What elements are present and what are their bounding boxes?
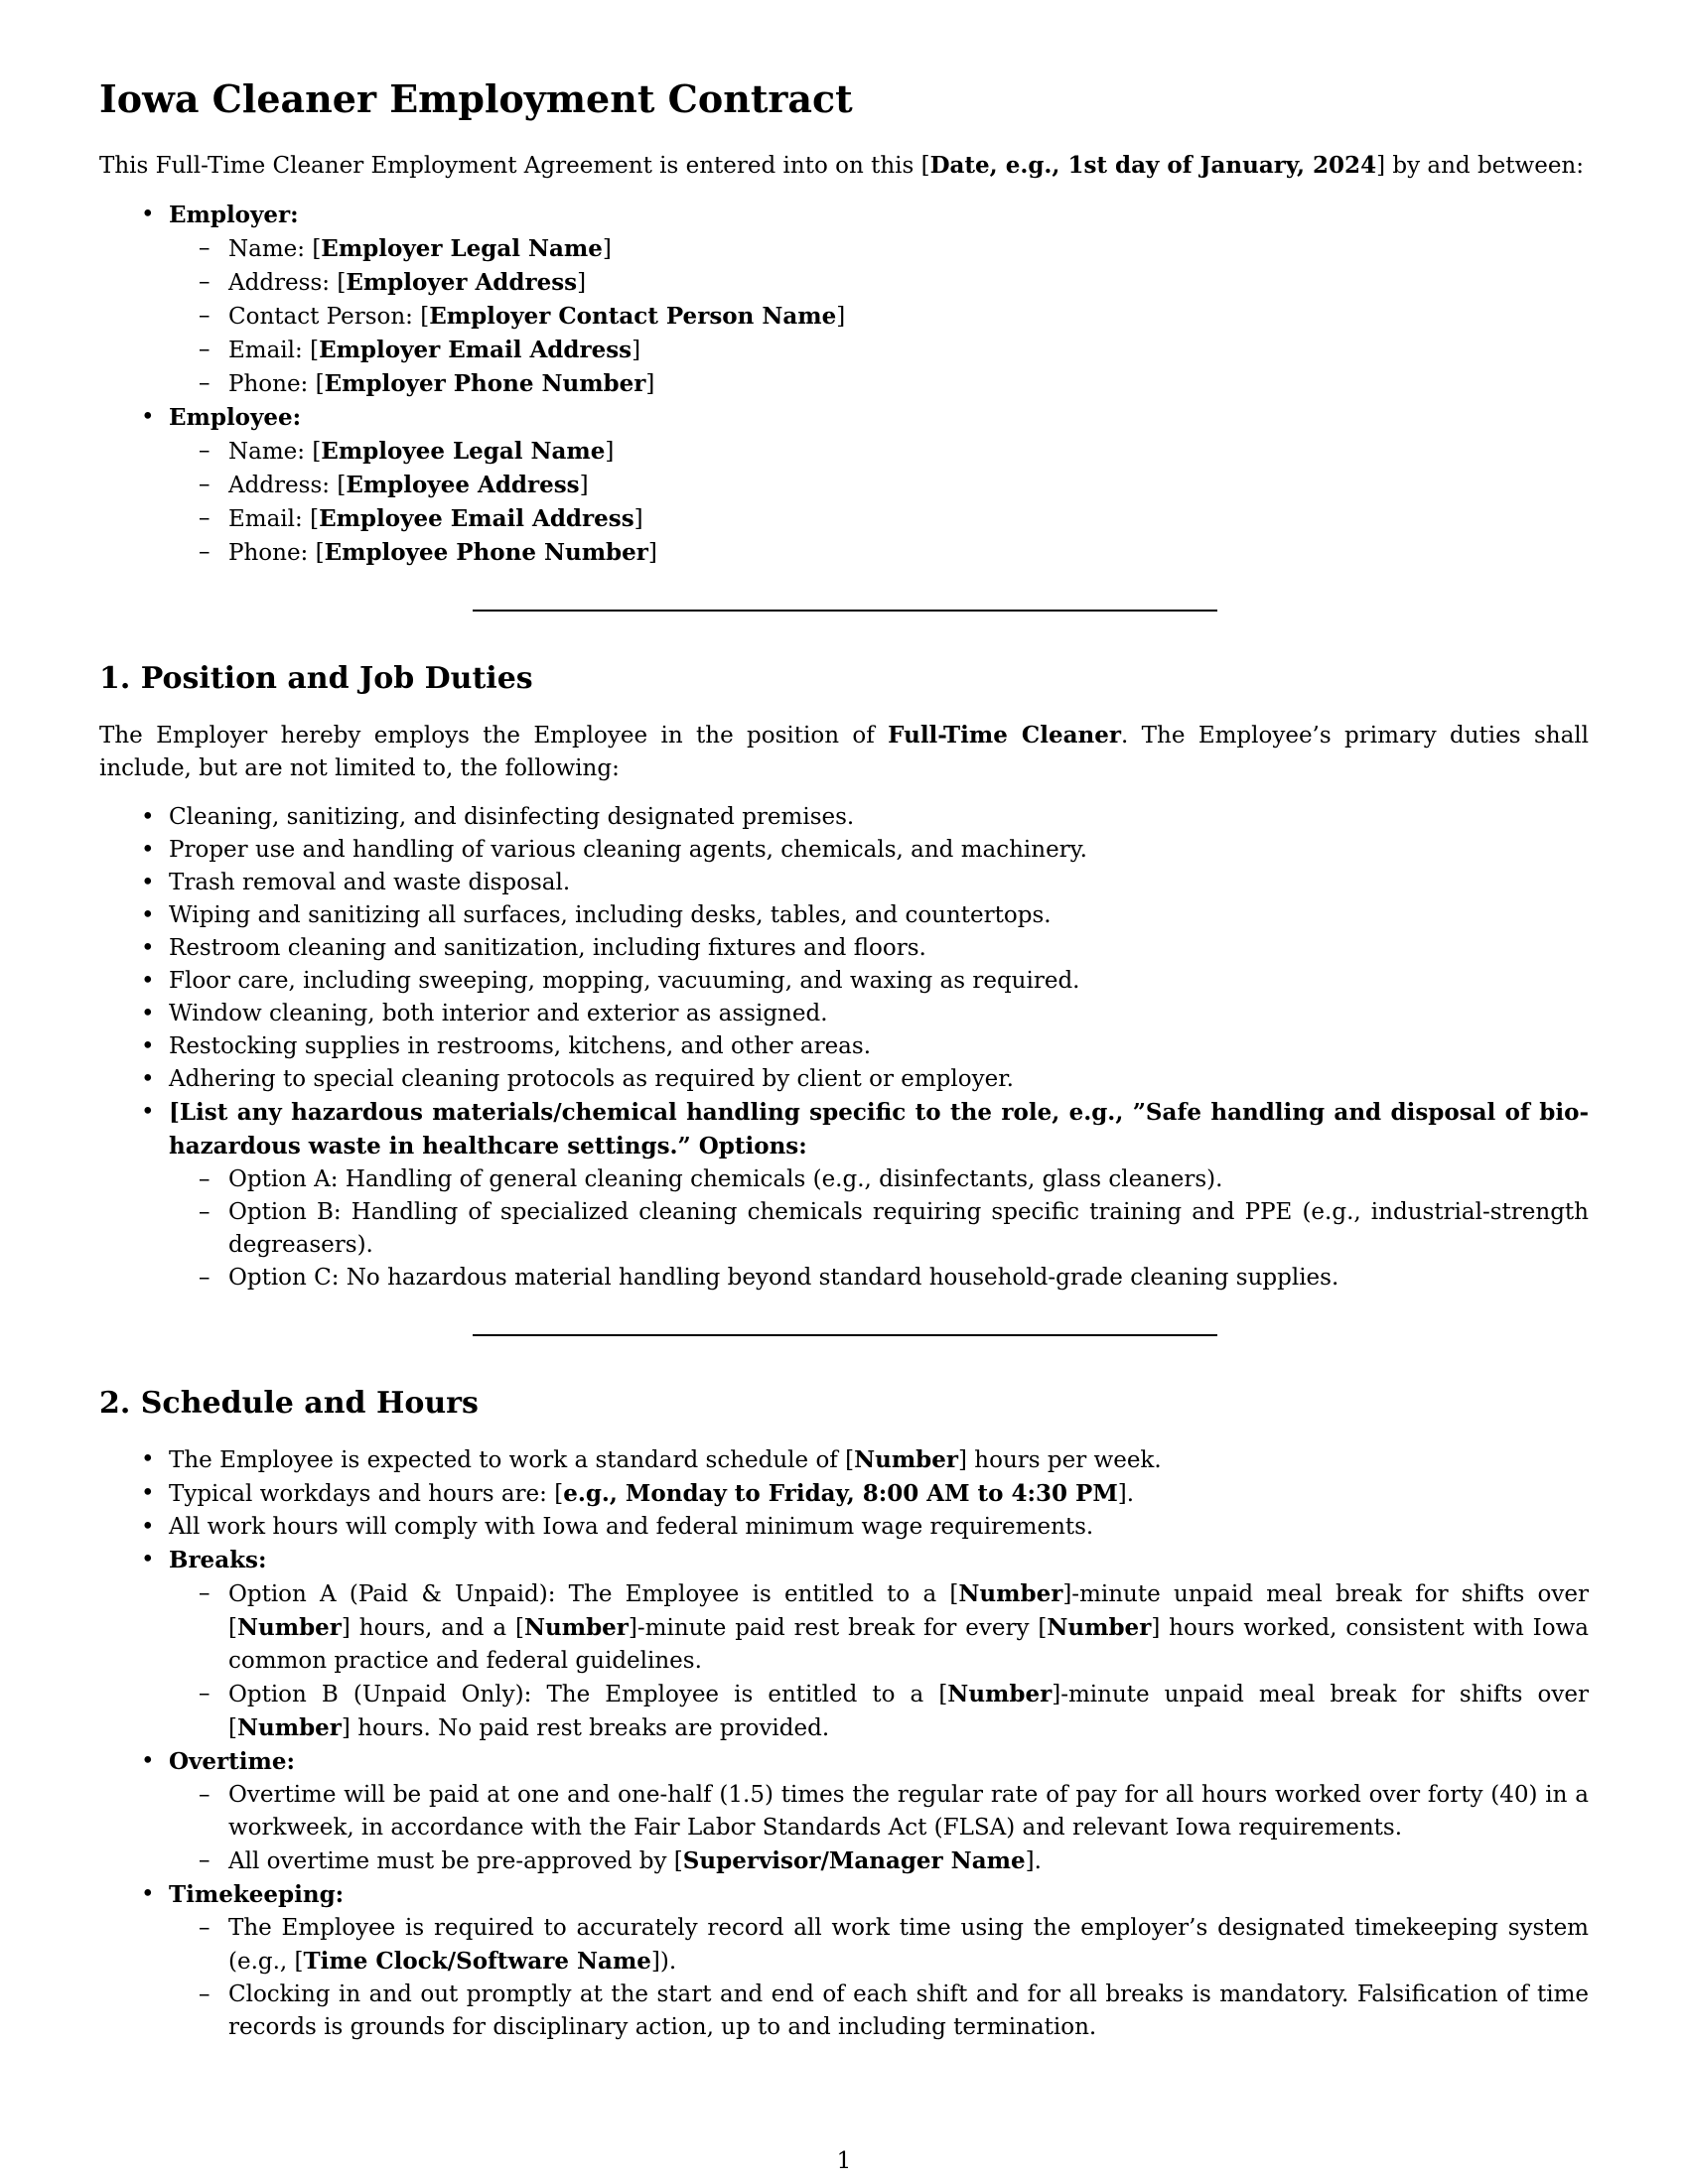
clocking-rules: – Clocking in and out promptly at the start and end of each shift and for all breaks is mandatory. Falsification of time records is grounds for disciplinary action, up to and including termination. [228, 1979, 1589, 2044]
schedule-list [99, 1443, 1589, 2044]
intro-paragraph: This Full-Time Cleaner Employment Agreement is entered into on this [Date, e.g., 1st day of January, 2024] by and between: [99, 151, 1584, 179]
document-body [99, 77, 1589, 2044]
duty-item: • Proper use and handling of various cleaning agents, chemicals, and machinery. [169, 834, 1589, 867]
hazard-options-list [169, 1163, 1589, 1295]
duty-item: • Restocking supplies in restrooms, kitchens, and other areas. [169, 1030, 1589, 1063]
timekeeping-item: • Timekeeping: – The Employee is required to accurately record all work time using the employer’s designated timekeeping system (e.g., [Time Clock/Software Name]). – Clocking in and out promptly at the start and end of each shift and for all breaks is mandatory. Falsification of time records is grounds for disciplinary action, up to and including termination. [169, 1878, 1589, 2044]
employer-email-field: – Email: [Employer Email Address] [228, 334, 1589, 367]
section-2-heading: 2. Schedule and Hours [99, 1385, 479, 1421]
section-1-heading: 1. Position and Job Duties [99, 660, 533, 696]
parties-list [99, 199, 1589, 570]
overtime-item: • Overtime: – Overtime will be paid at one and one-half (1.5) times the regular rate of pay for all hours worked over forty (40) in a workweek, in accordance with the Fair Labor Standards Act (FLSA) and relevant Iowa requirements. – All overtime must be pre-approved by [Supervisor/Manager Name]. [169, 1745, 1589, 1878]
duty-item: • Trash removal and waste disposal. [169, 867, 1589, 899]
position-title: Full-Time Cleaner [888, 721, 1121, 749]
document-title: Iowa Cleaner Employment Contract [99, 76, 853, 121]
overtime-approval: – All overtime must be pre-approved by [Supervisor/Manager Name]. [228, 1844, 1589, 1878]
agreement-date: Date, e.g., 1st day of January, 2024 [929, 151, 1377, 179]
break-option-a: – Option A (Paid & Unpaid): The Employee is entitled to a [Number]-minute unpaid meal break for shifts over [Number] hours, and a [Number]-minute paid rest break for every [Number] hours worked, consistent with Iowa common practice and federal guidelines. [228, 1577, 1589, 1678]
break-option-b: – Option B (Unpaid Only): The Employee is entitled to a [Number]-minute unpaid meal break for shifts over [Number] hours. No paid rest breaks are provided. [228, 1678, 1589, 1745]
timekeeping-system: – The Employee is required to accurately record all work time using the employer’s designated timekeeping system (e.g., [Time Clock/Software Name]). [228, 1912, 1589, 1979]
duty-item: • Adhering to special cleaning protocols as required by client or employer. [169, 1063, 1589, 1096]
employer-phone-field: – Phone: [Employer Phone Number] [228, 367, 1589, 401]
employer-address-field: – Address: [Employer Address] [228, 266, 1589, 300]
hazard-duty-item: • [List any hazardous materials/chemical handling specific to the role, e.g., ”Safe handling and disposal of bio-hazardous waste in healthcare settings.” Options: – Option A: Handling of general cleaning chemicals (e.g., disinfectants, glass cleaners). – Option B: Handling of specialized cleaning chemicals requiring specific training and PPE (e.g., industrial-strength degreasers). – Option C: No hazardous material handling beyond standard household-grade cleaning supplies. [169, 1096, 1589, 1295]
duties-list [99, 801, 1589, 1295]
duty-item: • Restroom cleaning and sanitization, including fixtures and floors. [169, 932, 1589, 965]
section-divider [473, 1334, 1217, 1336]
duty-item: • Window cleaning, both interior and exterior as assigned. [169, 998, 1589, 1030]
employee-address-field: – Address: [Employee Address] [228, 469, 1589, 502]
duty-item: • Wiping and sanitizing all surfaces, including desks, tables, and countertops. [169, 899, 1589, 932]
employer-heading: Employer: [169, 201, 299, 228]
page-number: 1 [836, 2148, 852, 2174]
employer-contact-field: – Contact Person: [Employer Contact Person Name] [228, 300, 1589, 334]
duty-item: • Floor care, including sweeping, mopping, vacuuming, and waxing as required. [169, 965, 1589, 998]
employee-phone-field: – Phone: [Employee Phone Number] [228, 536, 1589, 570]
section-1-intro: The Employer hereby employs the Employee in the position of Full-Time Cleaner. The Employee’s primary duties shall include, but are not limited to, the following: [99, 721, 1589, 781]
employee-name-field: – Name: [Employee Legal Name] [228, 435, 1589, 469]
employee-heading: Employee: [169, 403, 302, 431]
duty-item: • Cleaning, sanitizing, and disinfecting designated premises. [169, 801, 1589, 834]
employer-block [169, 199, 1589, 401]
compliance-item: • All work hours will comply with Iowa and federal minimum wage requirements. [169, 1511, 1589, 1544]
workdays-item: • Typical workdays and hours are: [e.g., Monday to Friday, 8:00 AM to 4:30 PM]. [169, 1477, 1589, 1511]
hazard-option: – Option C: No hazardous material handling beyond standard household-grade cleaning supplies. [228, 1262, 1589, 1295]
hazard-option: – Option B: Handling of specialized cleaning chemicals requiring specific training and PPE (e.g., industrial-strength degreasers). [228, 1196, 1589, 1262]
breaks-item: • Breaks: – Option A (Paid & Unpaid): The Employee is entitled to a [Number]-minute unpaid meal break for shifts over [Number] hours, and a [Number]-minute paid rest break for every [Number] hours worked, consistent with Iowa common practice and federal guidelines. – Option B (Unpaid Only): The Employee is entitled to a [Number]-minute unpaid meal break for shifts over [Number] hours. No paid rest breaks are provided. [169, 1544, 1589, 1745]
weekly-hours-item: • The Employee is expected to work a standard schedule of [Number] hours per week. [169, 1443, 1589, 1477]
section-divider [473, 610, 1217, 612]
employee-block [169, 401, 1589, 570]
employee-email-field: – Email: [Employee Email Address] [228, 502, 1589, 536]
employer-name-field: – Name: [Employer Legal Name] [228, 232, 1589, 266]
hazard-option: – Option A: Handling of general cleaning chemicals (e.g., disinfectants, glass cleaners). [228, 1163, 1589, 1196]
overtime-rate: – Overtime will be paid at one and one-half (1.5) times the regular rate of pay for all hours worked over forty (40) in a workweek, in accordance with the Fair Labor Standards Act (FLSA) and relevant Iowa requirements. [228, 1779, 1589, 1844]
